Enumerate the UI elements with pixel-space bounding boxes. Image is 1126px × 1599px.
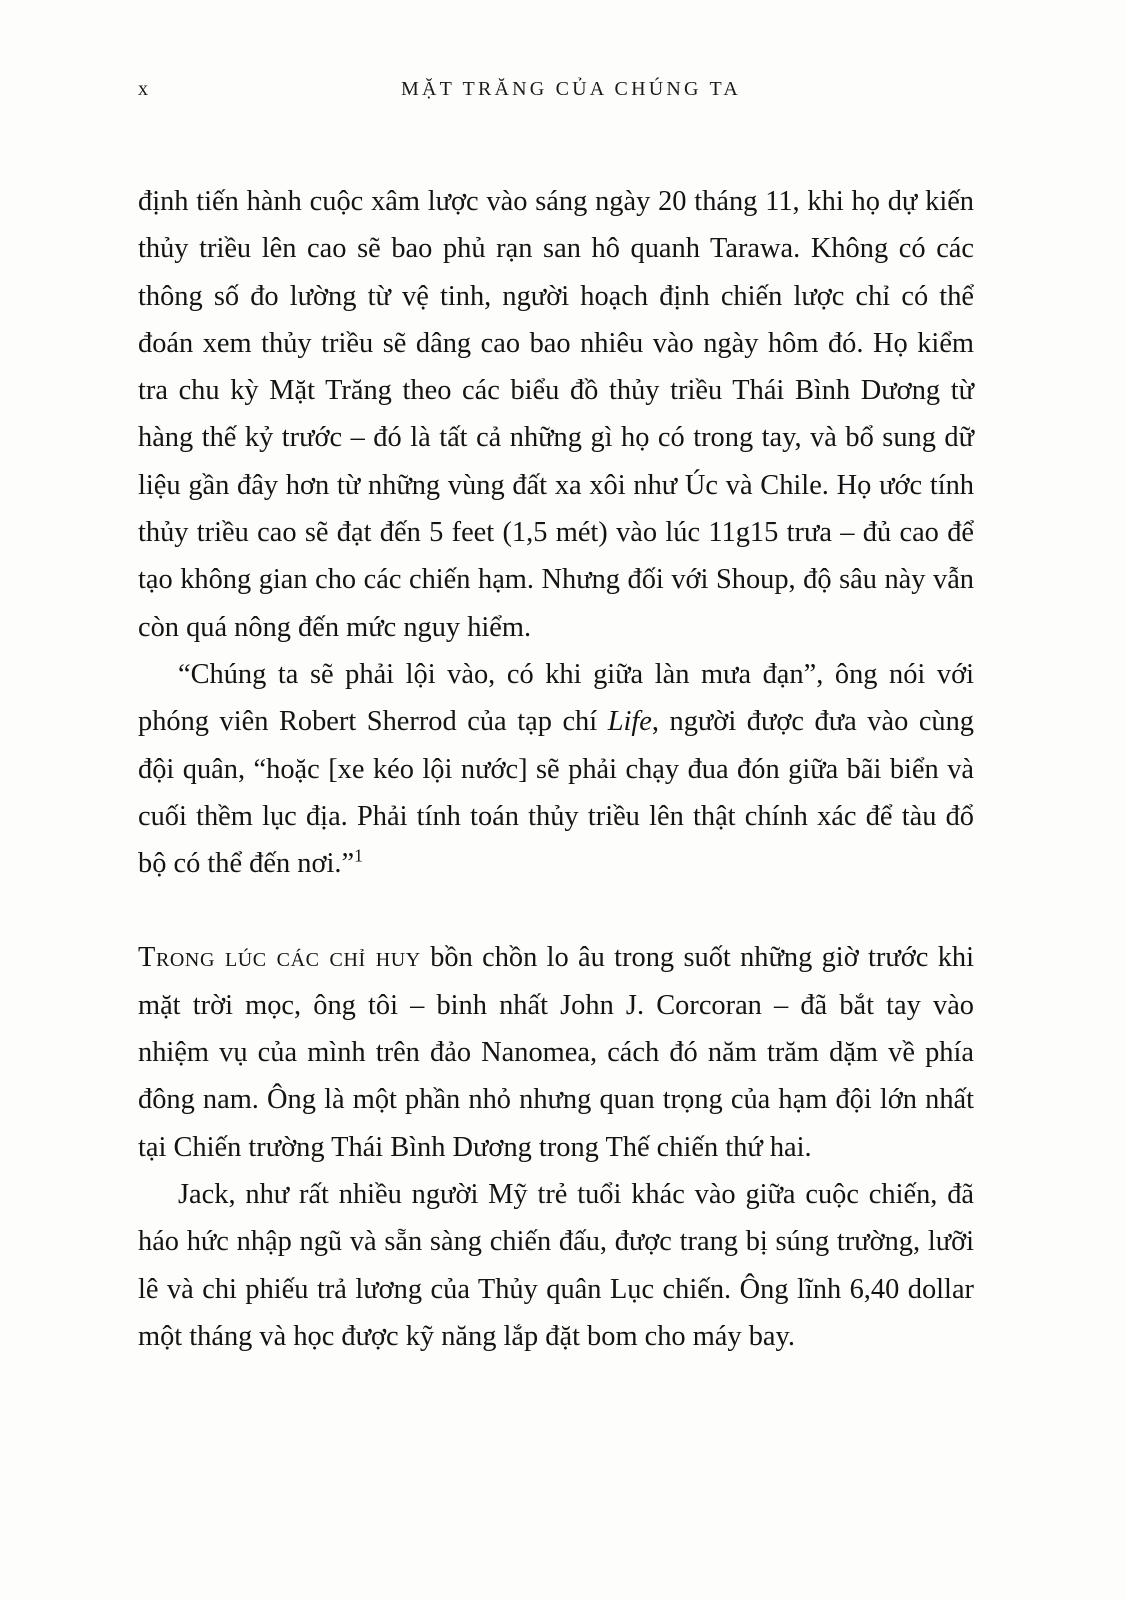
footnote-marker-1: 1 — [354, 845, 363, 866]
paragraph-2 — [138, 651, 974, 887]
paragraph-4: Jack, như rất nhiều người Mỹ trẻ tuổi khác vào giữa cuộc chiến, đã háo hức nhập ngũ và sẵn sàng chiến đấu, được trang bị súng trường, lưỡi lê và chi phiếu trả lương của Thủy quân Lục chiến. Ông lĩnh 6,40 dollar một tháng và học được kỹ năng lắp đặt bom cho máy bay. — [138, 1178, 974, 1352]
paragraph-3-body: bồn chồn lo âu trong suốt những giờ trước khi mặt trời mọc, ông tôi – binh nhất John J. Corcoran – đã bắt tay vào nhiệm vụ của mình trên đảo Nanomea, cách đó năm trăm dặm về phía đông nam. Ông là một phần nhỏ nhưng quan trọng của hạm đội lớn nhất tại Chiến trường Thái Bình Dương trong Thế chiến thứ hai. — [138, 942, 974, 1163]
running-head — [138, 78, 988, 108]
running-head-title: MẶT TRĂNG CỦA CHÚNG TA — [401, 78, 741, 100]
body-text — [138, 178, 974, 1360]
paragraph-1: định tiến hành cuộc xâm lược vào sáng ngày 20 tháng 11, khi họ dự kiến thủy triều lên cao sẽ bao phủ rạn san hô quanh Tarawa. Không có các thông số đo lường từ vệ tinh, người hoạch định chiến lược chỉ có thể đoán xem thủy triều sẽ dâng cao bao nhiêu vào ngày hôm đó. Họ kiểm tra chu kỳ Mặt Trăng theo các biểu đồ thủy triều Thái Bình Dương từ hàng thế kỷ trước – đó là tất cả những gì họ có trong tay, và bổ sung dữ liệu gần đây hơn từ những vùng đất xa xôi như Úc và Chile. Họ ước tính thủy triều cao sẽ đạt đến 5 feet (1,5 mét) vào lúc 11g15 trưa – đủ cao để tạo không gian cho các chiến hạm. Nhưng đối với Shoup, độ sâu này vẫn còn quá nông đến mức nguy hiểm. — [138, 186, 974, 643]
magazine-title-life: Life — [607, 706, 652, 738]
page-number: x — [138, 78, 149, 100]
paragraph-2-tail: , người được đưa vào cùng đội quân, “hoặc [xe kéo lội nước] sẽ phải chạy đua đón giữa bãi biển và cuối thềm lục địa. Phải tính toán thủy triều lên thật chính xác để tàu đổ bộ có thể đến nơi.” — [138, 706, 975, 880]
paragraph-3 — [138, 934, 974, 1170]
section-opening-smallcaps: Trong lúc các chỉ huy — [138, 942, 421, 974]
paragraph-2-lead: “Chúng ta sẽ phải lội vào, có khi giữa làn mưa đạn”, ông nói với phóng viên Robert Sherrod của tạp chí — [138, 658, 974, 738]
